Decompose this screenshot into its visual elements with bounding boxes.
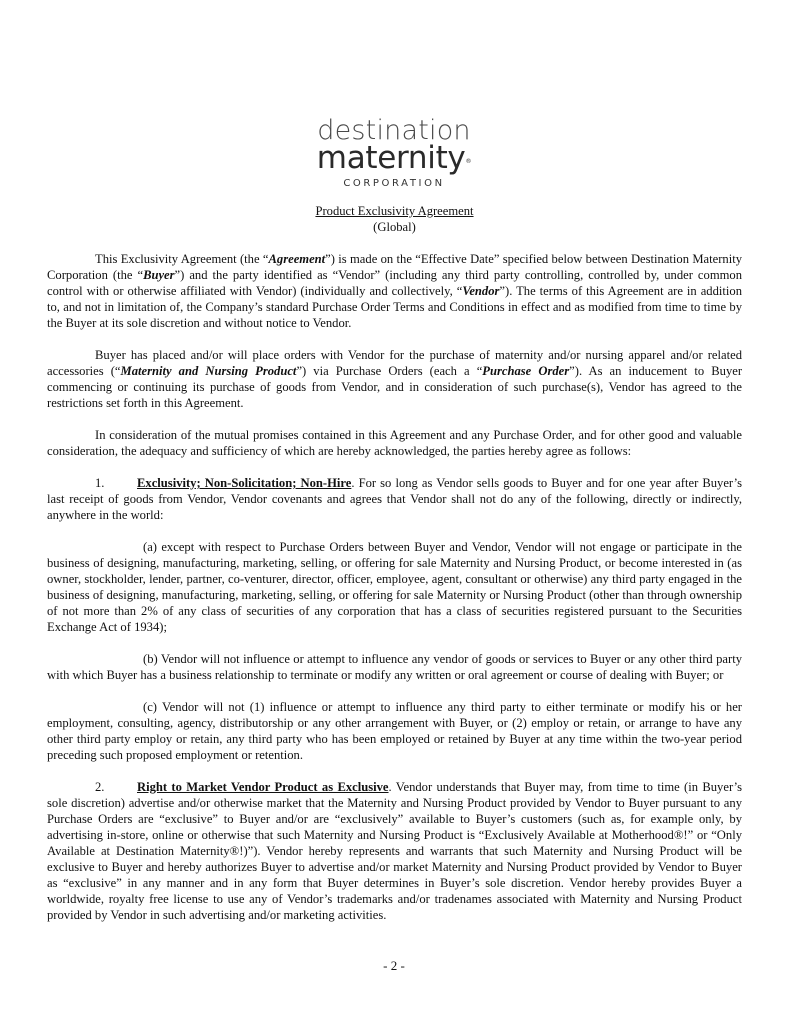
section-1-text: . For so long as Vendor sells goods to Buyer and for one year after Buyer’s last receipt of goods from Vendor, Vendor covenants and agrees that Vendor shall not do any of the following, directly or indirectly, anywhere in the world: [47, 476, 742, 522]
document-title: Product Exclusivity Agreement [315, 204, 474, 218]
defined-term-vendor: Vendor [462, 284, 500, 298]
intro-text-2: ”) is made on the “Effective Date” specified below between Destination Maternity Corporation (the “ [47, 252, 742, 282]
recital-text-2: ”) via Purchase Orders (each a “ [296, 364, 483, 378]
registered-mark: ® [465, 158, 472, 165]
intro-text-4: ”). The terms of this Agreement are in addition to, and not in limitation of, the Company’s standard Purchase Order Terms and Conditions in effect and as modified from time to time by the Buyer at its sole discretion and without notice to Vendor. [47, 284, 742, 330]
defined-term-buyer: Buyer [143, 268, 175, 282]
defined-term-purchase-order: Purchase Order [482, 364, 570, 378]
logo-line-destination: destination [317, 115, 471, 146]
recital-paragraph [47, 347, 742, 411]
document-body [47, 203, 742, 923]
logo-maternity-text: maternity [316, 140, 466, 176]
section-1-heading: Exclusivity; Non-Solicitation; Non-Hire [137, 476, 352, 490]
section-1-clause-a: (a) except with respect to Purchase Orders between Buyer and Vendor, Vendor will not engage or participate in the business of designing, manufacturing, marketing, selling, or offering for sale Maternity and Nursing Product, or become interested in (as owner, stockholder, lender, partner, co-venturer, director, officer, employee, agent, consultant or otherwise) any third party engaged in the business of designing, manufacturing, marketing, selling, or offering for sale Maternity or Nursing Product (other than through ownership of not more than 2% of any class of securities of any corporation that has a class of securities registered pursuant to the Securities Exchange Act of 1934); [47, 540, 742, 634]
section-2-text: . Vendor understands that Buyer may, from time to time (in Buyer’s sole discretion) advertise and/or otherwise market that the Maternity and Nursing Product provided by Vendor to Buyer pursuant to any Purchase Orders are “exclusive” to Buyer and/or are “exclusively” available to Buyer’s customers (such as, for example only, by advertising in-store, online or otherwise that such Maternity and Nursing Product is “Exclusively Available at Motherhood®!” or “Only Available at Destination Maternity®!)”). Vendor hereby represents and warrants that such Maternity and Nursing Product will be exclusive to Buyer and hereby authorizes Buyer to advertise and/or market Maternity and Nursing Product provided by Vendor to Buyer as “exclusive” in any manner and in any form that Buyer determines in Buyer’s sole discretion. Vendor hereby provides Buyer a worldwide, royalty free license to use any of Vendor’s trademarks and/or tradenames associated with Maternity and Nursing Product provided by Vendor in such advertising and/or marketing activities. [47, 780, 742, 922]
intro-text-3: ”) and the party identified as “Vendor” (including any third party controlling, controlled by, under common control with or otherwise affiliated with Vendor) (individually and collectively, “ [47, 268, 742, 298]
intro-text-1: This Exclusivity Agreement (the “ [95, 252, 269, 266]
section-1 [47, 475, 742, 523]
section-1-clause-b: (b) Vendor will not influence or attempt to influence any vendor of goods or services to Buyer or any other third party with which Buyer has a business relationship to terminate or modify any written or oral agreement or course of dealing with Buyer; or [47, 652, 742, 682]
logo-line-corporation: CORPORATION [343, 178, 445, 189]
section-1-number: 1. [95, 476, 105, 490]
consideration-paragraph: In consideration of the mutual promises contained in this Agreement and any Purchase Order, and for other good and valuable consideration, the adequacy and sufficiency of which are hereby acknowledged, the parties hereby agree as follows: [47, 428, 742, 458]
company-logo [0, 115, 788, 192]
defined-term-agreement: Agreement [268, 252, 326, 266]
section-2-number: 2. [95, 780, 105, 794]
recital-text-3: ”). As an inducement to Buyer commencing or continuing its purchase of goods from Vendor, and in consideration of such purchase(s), Vendor has agreed to the restrictions set forth in this Agreement. [47, 364, 743, 410]
section-2 [47, 779, 742, 923]
logo-line-maternity [0, 140, 788, 176]
intro-paragraph [47, 251, 742, 331]
section-1-clause-c: (c) Vendor will not (1) influence or attempt to influence any third party to either terminate or modify his or her employment, consulting, agency, distributorship or any other arrangement with Buyer, or (2) employ or retain, or arrange to have any other third party employ or retain, any third party who has been employed or retained by Buyer at any time within the two-year period preceding such proposed employment or retention. [47, 700, 742, 762]
page-number: - 2 - [383, 958, 405, 973]
recital-text-1: Buyer has placed and/or will place orders with Vendor for the purchase of maternity and/or nursing apparel and/or related accessories (“ [47, 348, 742, 378]
defined-term-product: Maternity and Nursing Product [120, 364, 297, 378]
section-2-heading: Right to Market Vendor Product as Exclusive [137, 780, 389, 794]
document-subtitle: (Global) [373, 220, 416, 234]
